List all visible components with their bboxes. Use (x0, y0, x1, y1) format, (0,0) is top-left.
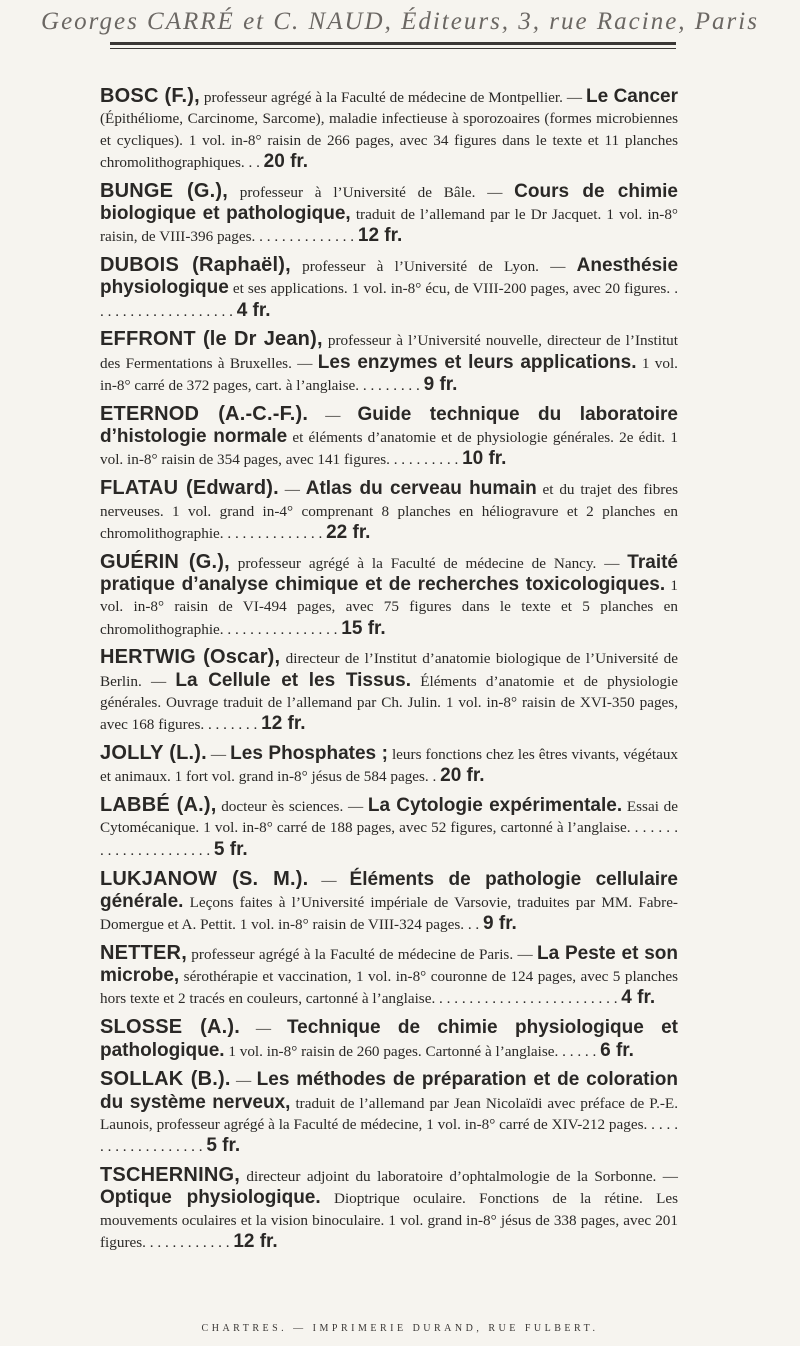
catalog-entry (100, 1165, 678, 1253)
entry-author: SOLLAK (B.). (100, 1068, 231, 1091)
entry-price: 12 fr. (261, 713, 306, 735)
entry-preamble: professeur à l’Université nouvelle, directeur de l’Institut des Fermentations à Bruxelles. — (100, 332, 678, 372)
entry-description: Éléments d’anatomie et de physiologie générales. Ouvrage traduit de l’allemand par Ch. Julin. 1 vol. in-8° raisin de XVI-350 pages, avec 168 figures. . . . . . . . (100, 672, 678, 734)
entry-author: FLATAU (Edward). (100, 477, 279, 500)
entry-author: DUBOIS (Raphaël), (100, 254, 291, 277)
entry-description: et du trajet des fibres nerveuses. 1 vol. grand in-4° comprenant 8 planches en héliogravure et 2 planches en chromolithographie. . . . . . . . . . . . . . (100, 481, 679, 542)
entry-price: 9 fr. (483, 913, 517, 935)
entry-author: ETERNOD (A.-C.-F.). (100, 402, 309, 425)
entry-title: Optique physiologique. (100, 1187, 321, 1209)
entry-title: Éléments de pathologie cellulaire générale. (100, 868, 678, 912)
entry-preamble: directeur adjoint du laboratoire d’ophtalmologie de la Sorbonne. — (239, 1168, 678, 1186)
catalog-entry (100, 647, 678, 735)
entry-author: JOLLY (L.). (100, 742, 207, 765)
entry-price: 10 fr. (462, 448, 507, 470)
entry-preamble: professeur agrégé à la Faculté de médecine de Paris. — (186, 945, 537, 963)
catalog-entry (100, 1069, 678, 1157)
entry-preamble: professeur à l’Université de Lyon. — (290, 258, 577, 276)
entry-preamble: — (278, 481, 306, 499)
entry-title: Les enzymes et leurs applications. (317, 351, 637, 373)
entry-author: EFFRONT (le Dr Jean), (100, 328, 323, 351)
entry-price: 9 fr. (423, 374, 458, 396)
entry-author: NETTER, (100, 941, 187, 964)
entry-price: 22 fr. (326, 521, 371, 543)
entry-preamble: professeur à l’Université de Bâle. — (227, 183, 515, 201)
entry-author: LABBÉ (A.), (100, 794, 217, 817)
page-header (0, 0, 800, 70)
entry-preamble: — (206, 746, 231, 764)
entry-preamble: — (230, 1072, 257, 1090)
entry-author: SLOSSE (A.). (100, 1016, 241, 1039)
entry-price: 5 fr. (213, 838, 248, 860)
entry-description: 1 vol. in-8° carré de 372 pages, cart. à l’anglaise. . . . . . . . . (100, 354, 678, 395)
entry-price: 6 fr. (600, 1039, 634, 1061)
entry-title: Traité pratique d’analyse chimique et de recherches toxicologiques. (100, 551, 678, 595)
entry-title: Atlas du cerveau humain (305, 478, 537, 500)
publisher-line: Georges CARRÉ et C. NAUD, Éditeurs, 3, rue Racine, Paris (41, 8, 759, 35)
entry-price: 12 fr. (233, 1230, 278, 1252)
entry-description: sérothérapie et vaccination, 1 vol. in-8° couronne de 124 pages, avec 5 planches hors texte et 2 tracés en couleurs, cartonné à l’anglaise. . . . . . . . . . . . . . . . . . . . . . . . . (100, 968, 678, 1008)
entry-title: Guide technique du laboratoire d’histologie normale (100, 403, 678, 448)
entry-price: 20 fr. (263, 150, 309, 172)
entry-title: Technique de chimie physiologique et pathologique. (100, 1017, 678, 1061)
entry-author: BUNGE (G.), (100, 179, 228, 202)
catalog-entries (100, 86, 678, 1261)
entry-price: 15 fr. (341, 617, 386, 639)
entry-title: Le Cancer (586, 86, 679, 107)
catalog-entry (100, 255, 678, 322)
header-rule-thick (110, 42, 676, 45)
entry-description: et éléments d’anatomie et de physiologie générales. 2e édit. 1 vol. in-8° raisin de 354 pages, avec 141 figures. . . . . . . . . . (100, 429, 678, 469)
header-rule-thin (110, 48, 676, 49)
entry-title: Les méthodes de préparation et de coloration du système nerveux, (100, 1069, 678, 1113)
entry-title: Cours de chimie biologique et pathologique, (100, 180, 678, 224)
entry-title: La Cellule et les Tissus. (175, 669, 411, 691)
entry-author: BOSC (F.), (100, 85, 200, 107)
entry-description: traduit de l’allemand par Jean Nicolaïdi avec préface de P.-E. Launois, professeur agrégé à la Faculté de médecine, 1 vol. in-8° carré de XIV-212 pages. . . . . . . . . . . . . . . . . . . (100, 1094, 678, 1156)
entry-author: GUÉRIN (G.), (100, 550, 230, 573)
catalog-entry (100, 943, 678, 1010)
entry-description: traduit de l’allemand par le Dr Jacquet. 1 vol. in-8° raisin, de VIII-396 pages. . . . . . . . . . . . . . (100, 205, 678, 246)
entry-preamble: directeur de l’Institut d’anatomie biologique de l’Université de Berlin. — (100, 650, 678, 690)
entry-preamble: — (308, 871, 350, 889)
catalog-entry (100, 869, 678, 936)
entry-preamble: — (240, 1020, 287, 1038)
entry-description: 1 vol. in-8° raisin de VI-494 pages, avec 75 figures dans le texte et 5 planches en chromolithographie. . . . . . . . . . . . . . . . (100, 576, 678, 638)
entry-preamble: docteur ès sciences. — (216, 798, 368, 816)
entry-description: leurs fonctions chez les êtres vivants, végétaux et animaux. 1 fort vol. grand in-8° jésus de 584 pages. . (100, 746, 679, 786)
catalog-entry (100, 86, 678, 173)
catalog-entry (100, 795, 678, 861)
entry-description: Leçons faites à l’Université impériale de Varsovie, traduites par MM. Fabre-Domergue et A. Pettit. 1 vol. in-8° raisin de VIII-324 pages. . . (100, 893, 678, 934)
entry-description: Essai de Cytomécanique. 1 vol. in-8° carré de 188 pages, avec 52 figures, cartonné à l’anglaise. . . . . . . . . . . . . . . . . . . . . . (100, 798, 678, 859)
entry-price: 5 fr. (206, 1135, 241, 1157)
entry-price: 4 fr. (236, 299, 271, 321)
entry-author: HERTWIG (Oscar), (100, 646, 281, 669)
entry-title: Anesthésie physiologique (100, 255, 679, 299)
entry-description: Dioptrique oculaire. Fonctions de la rétine. Les mouvements oculaires et la vision binoculaire. 1 vol. grand in-8° jésus de 338 pages, avec 201 figures. . . . . . . . . . . . (100, 1190, 679, 1251)
catalog-entry (100, 1017, 678, 1062)
entry-author: TSCHERNING, (100, 1164, 240, 1187)
entry-preamble: professeur agrégé à la Faculté de médecine de Montpellier. — (199, 89, 586, 106)
entry-price: 4 fr. (621, 987, 656, 1009)
catalog-entry (100, 404, 678, 471)
entry-title: La Cytologie expérimentale. (367, 795, 623, 817)
catalog-entry (100, 329, 678, 396)
entry-price: 20 fr. (440, 765, 485, 787)
entry-preamble: — (308, 406, 358, 424)
entry-preamble: professeur agrégé à la Faculté de médecine de Nancy. — (229, 554, 628, 572)
entry-author: LUKJANOW (S. M.). (100, 867, 309, 890)
entry-description: 1 vol. in-8° raisin de 260 pages. Cartonné à l’anglaise. . . . . . (224, 1042, 601, 1060)
printer-imprint: CHARTRES. — IMPRIMERIE DURAND, RUE FULBERT. (201, 1323, 599, 1334)
entry-title: La Peste et son microbe, (100, 942, 678, 987)
entry-description: et ses applications. 1 vol. in-8° écu, de VIII-200 pages, avec 20 figures. . . . . . . . . . . . . . . . . . . . (100, 280, 678, 320)
catalog-entry (100, 478, 678, 544)
entry-title: Les Phosphates ; (230, 743, 388, 765)
catalog-entry (100, 181, 678, 248)
entry-price: 12 fr. (357, 225, 403, 247)
catalog-entry (100, 552, 678, 640)
entry-description: (Épithéliome, Carcinome, Sarcome), maladie infectieuse à sporozoaires (formes microbiennes et cycliques). 1 vol. in-8° raisin de 266 pages, avec 34 figures dans le texte et 11 planches chromolithographiques. . . (100, 110, 678, 171)
catalog-entry (100, 743, 678, 788)
